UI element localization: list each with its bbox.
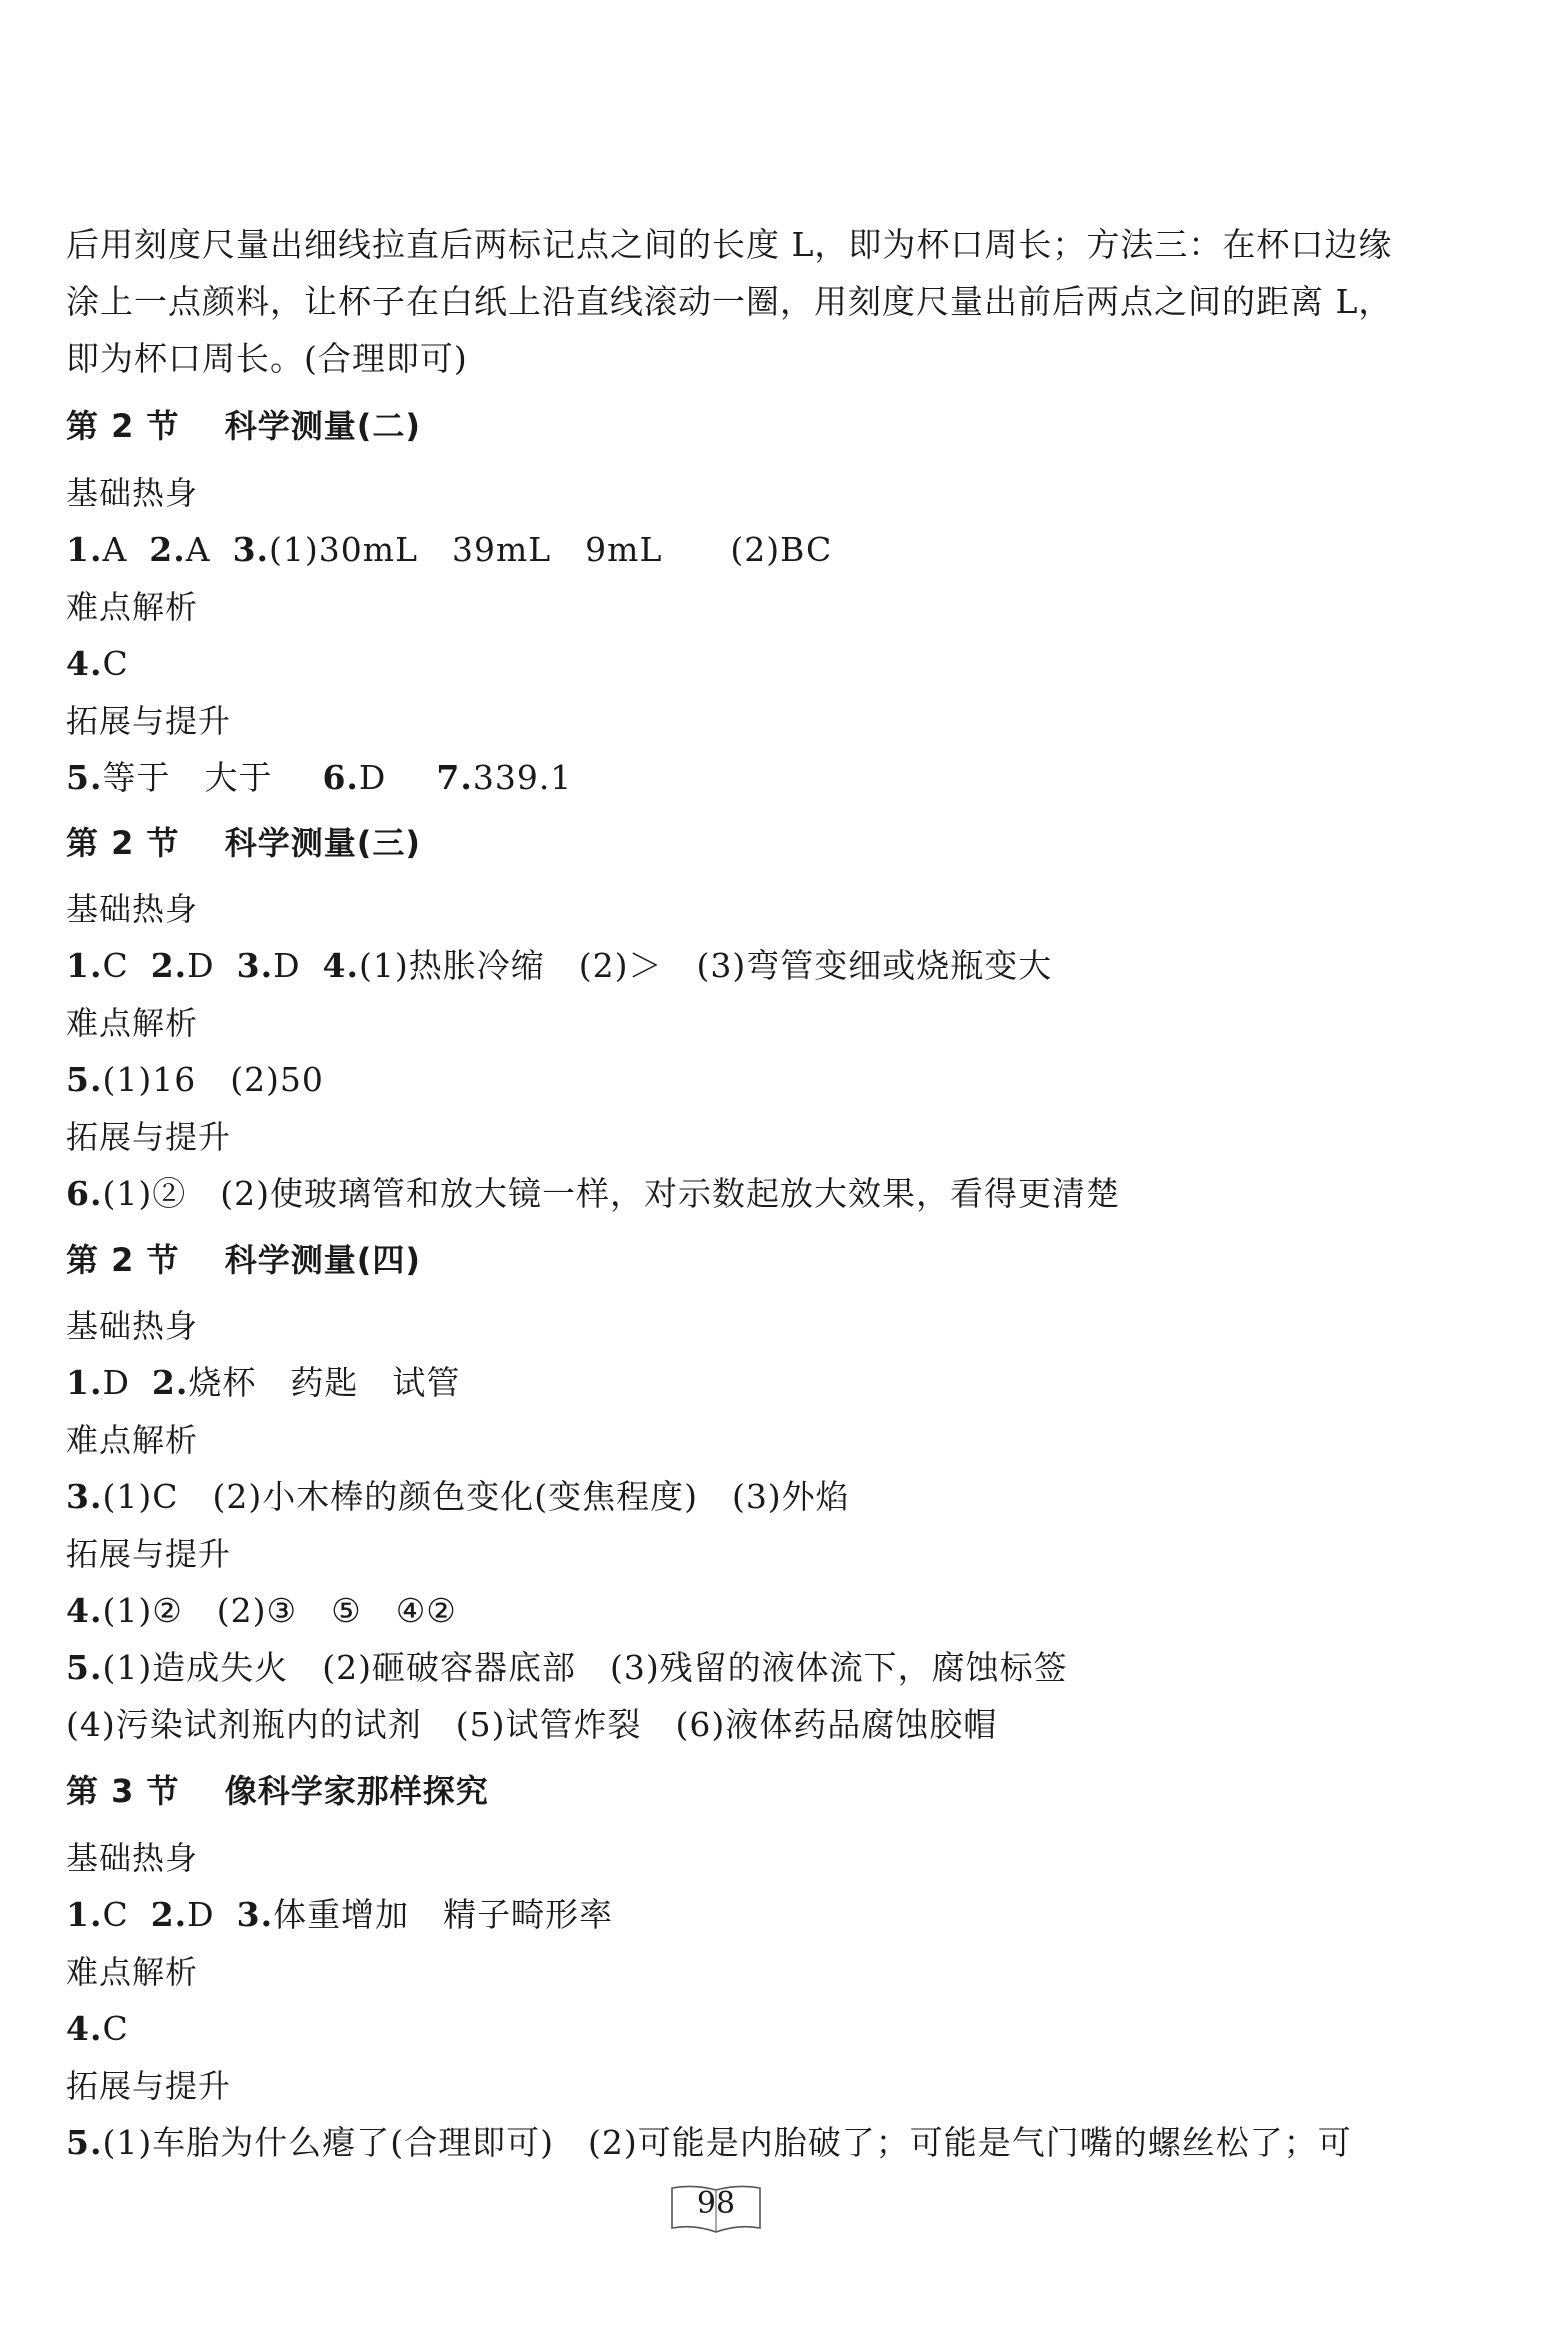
subsection-label: 难点解析	[66, 1953, 199, 1991]
answer-text: (1)② (2)使玻璃管和放大镜一样，对示数起放大效果，看得更清楚	[102, 1174, 1120, 1213]
answer-text: C	[102, 644, 129, 683]
question-number: 5.	[66, 1648, 103, 1687]
section-heading: 第 2 节 科学测量(二)	[66, 407, 421, 445]
intro-line-1: 后用刻度尺量出细线拉直后两标记点之间的长度 L，即为杯口周长；方法三：在杯口边缘	[66, 225, 1393, 264]
question-number: 3.	[236, 1895, 274, 1934]
question-number: 1.	[66, 530, 103, 569]
answer-text: (1)车胎为什么瘪了(合理即可) (2)可能是内胎破了；可能是气门嘴的螺丝松了；可	[102, 2123, 1352, 2162]
answer-line	[66, 1477, 850, 1517]
answer-text: A	[102, 530, 128, 569]
answer-text: C	[102, 2009, 129, 2048]
answer-line	[66, 946, 1052, 986]
answer-text: 等于 大于	[102, 758, 273, 797]
answer-line	[66, 1895, 613, 1935]
subsection-label: 拓展与提升	[66, 702, 232, 740]
subsection-label: 拓展与提升	[66, 2067, 232, 2105]
subsection-label: 基础热身	[66, 474, 199, 512]
answer-text: 烧杯 药匙 试管	[188, 1363, 461, 1402]
answer-line-continued: (4)污染试剂瓶内的试剂 (5)试管炸裂 (6)液体药品腐蚀胶帽	[66, 1705, 998, 1744]
section-heading: 第 3 节 像科学家那样探究	[66, 1772, 489, 1810]
subsection-label: 难点解析	[66, 588, 199, 626]
question-number: 1.	[66, 1363, 103, 1402]
intro-line-2: 涂上一点颜料，让杯子在白纸上沿直线滚动一圈，用刻度尺量出前后两点之间的距离 L，	[66, 282, 1393, 321]
answer-line	[66, 1363, 460, 1403]
question-number: 4.	[322, 946, 359, 985]
answer-text: D	[102, 1363, 130, 1402]
answer-text: D	[273, 946, 301, 985]
answer-line	[66, 758, 572, 798]
question-number: 2.	[149, 530, 186, 569]
question-number: 5.	[66, 1060, 103, 1099]
answer-text: D	[187, 946, 215, 985]
answer-text: (1)16 (2)50	[102, 1060, 324, 1099]
question-number: 4.	[66, 644, 103, 683]
subsection-label: 基础热身	[66, 1307, 199, 1345]
subsection-label: 基础热身	[66, 890, 199, 928]
answer-text: (1)30mL 39mL 9mL (2)BC	[269, 530, 833, 569]
subsection-label: 难点解析	[66, 1004, 199, 1042]
page-number-text: 98	[696, 2186, 736, 2221]
subsection-label: 拓展与提升	[66, 1118, 232, 1156]
answer-text: (1)热胀冷缩 (2)＞ (3)弯管变细或烧瓶变大	[359, 946, 1053, 985]
answer-text: (1)C (2)小木棒的颜色变化(变焦程度) (3)外焰	[102, 1477, 850, 1516]
answer-line	[66, 1060, 324, 1100]
answer-line	[66, 1174, 1120, 1214]
question-number: 7.	[436, 758, 473, 797]
question-number: 3.	[66, 1477, 103, 1516]
question-number: 1.	[66, 946, 103, 985]
answer-text: (1)② (2)③ ⑤ ④②	[102, 1591, 457, 1630]
answer-text: 339.1	[472, 758, 573, 797]
subsection-label: 难点解析	[66, 1421, 199, 1459]
question-number: 4.	[66, 2009, 103, 2048]
question-number: 4.	[66, 1591, 103, 1630]
answer-line	[66, 644, 129, 684]
question-number: 6.	[66, 1174, 103, 1213]
answer-text: (1)造成失火 (2)砸破容器底部 (3)残留的液体流下，腐蚀标签	[102, 1648, 1068, 1687]
answer-line	[66, 2123, 1352, 2163]
subsection-label: 拓展与提升	[66, 1535, 232, 1573]
question-number: 5.	[66, 2123, 103, 2162]
answer-text: A	[185, 530, 211, 569]
answer-line	[66, 1648, 1068, 1688]
section-heading: 第 2 节 科学测量(四)	[66, 1241, 421, 1279]
intro-line-3: 即为杯口周长。(合理即可)	[66, 339, 468, 378]
question-number: 2.	[150, 946, 188, 985]
question-number: 6.	[322, 758, 359, 797]
answer-line	[66, 530, 832, 570]
question-number: 3.	[232, 530, 270, 569]
answer-text: C	[102, 1895, 129, 1934]
answer-line	[66, 1591, 457, 1631]
answer-text: D	[358, 758, 387, 797]
answer-text: 体重增加 精子畸形率	[273, 1895, 614, 1934]
answer-text: C	[102, 946, 129, 985]
subsection-label: 基础热身	[66, 1839, 199, 1877]
answer-text: D	[187, 1895, 215, 1934]
question-number: 5.	[66, 758, 103, 797]
question-number: 2.	[150, 1895, 188, 1934]
answer-line	[66, 2009, 129, 2049]
section-heading: 第 2 节 科学测量(三)	[66, 824, 421, 862]
question-number: 1.	[66, 1895, 103, 1934]
page-number	[668, 2182, 764, 2238]
question-number: 3.	[236, 946, 274, 985]
question-number: 2.	[151, 1363, 189, 1402]
